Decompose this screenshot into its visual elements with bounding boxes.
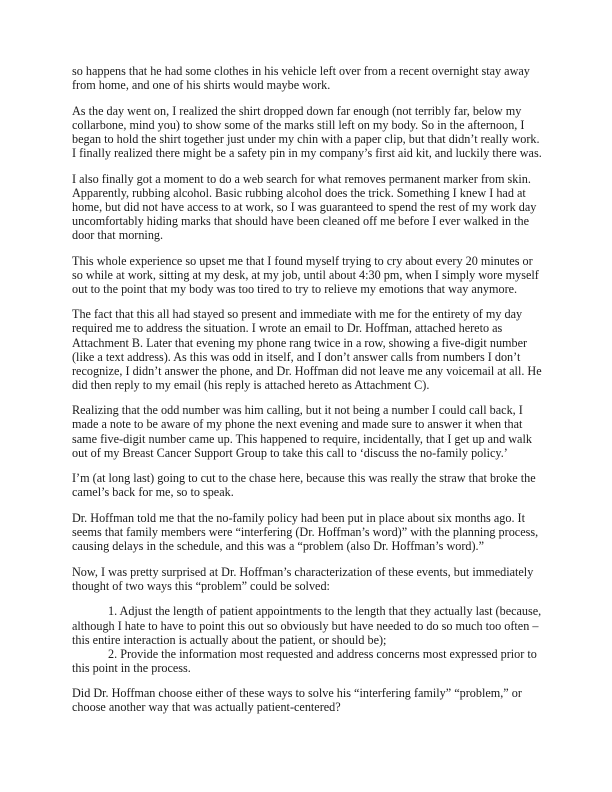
paragraph-phone-call: Realizing that the odd number was him calling, but it not being a number I could call back, I made a note to be aware of my phone the next evening and made sure to answer it when that same five-digit number came up. This happened to require, incidentally, that I get up and walk out of my Breast Cancer Support Group to take this call to ‘discuss the no-family policy.’ [72,403,532,460]
numbered-list [72,604,544,674]
paragraph-upset: This whole experience so upset me that I found myself trying to cry about every 20 minutes or so while at work, sitting at my desk, at my job, until about 4:30 pm, when I simply wore myself out to the point that my body was too tired to try to relieve my emotions that way anymore. [72,253,539,296]
document-page [72,64,544,726]
paragraph-two-ways: Now, I was pretty surprised at Dr. Hoffman’s characterization of these events, but immediately thought of two ways this “problem” could be solved: [72,564,534,593]
paragraph-shirt: so happens that he had some clothes in his vehicle left over from a recent overnight stay away from home, and one of his shirts would maybe work. [72,64,530,93]
list-item-1: 1. Adjust the length of patient appointments to the length that they actually last (because, although I hate to have to point this out so obviously but have needed to do so much too often – this entire interaction is actually about the patient, or should be); [72,604,542,647]
paragraph-policy: Dr. Hoffman told me that the no-family policy had been put in place about six months ago. It seems that family members were “interfering (Dr. Hoffman’s word)” with the planning process, causing delays in the schedule, and this was a “problem (also Dr. Hoffman’s word).” [72,510,539,554]
paragraph-rubbing-alcohol: I also finally got a moment to do a web search for what removes permanent marker from skin. Apparently, rubbing alcohol. Basic rubbing alcohol does the trick. Something I knew I had at home, but did not have access to at work, so I was guaranteed to spend the rest of my work day uncomfortably hiding marks that should have been cleaned off me before I ever walked in the door that morning. [72,171,537,242]
paragraph-closing-question: Did Dr. Hoffman choose either of these ways to solve his “interfering family” “problem,” or choose another way that was actually patient-centered? [72,686,522,715]
list-item-2: 2. Provide the information most requested and address concerns most expressed prior to this point in the process. [72,646,537,675]
paragraph-safety-pin: As the day went on, I realized the shirt dropped down far enough (not terribly far, below my collarbone, mind you) to show some of the marks still left on my body. So in the afternoon, I began to hold the shirt together just under my chin with a paper clip, but that didn’t really work. I finally realized there might be a safety pin in my company’s first aid kit, and luckily there was. [72,103,542,160]
paragraph-email: The fact that this all had stayed so present and immediate with me for the entirety of my day required me to address the situation. I wrote an email to Dr. Hoffman, attached hereto as Attachment B. Later that evening my phone rang twice in a row, showing a five-digit number (like a text address). As this was odd in itself, and I don’t answer calls from numbers I don’t recognize, I didn’t answer the phone, and Dr. Hoffman did not leave me any voicemail at all. He did then reply to my email (his reply is attached hereto as Attachment C). [72,307,542,392]
paragraph-chase: I’m (at long last) going to cut to the chase here, because this was really the straw that broke the camel’s back for me, so to speak. [72,471,536,500]
